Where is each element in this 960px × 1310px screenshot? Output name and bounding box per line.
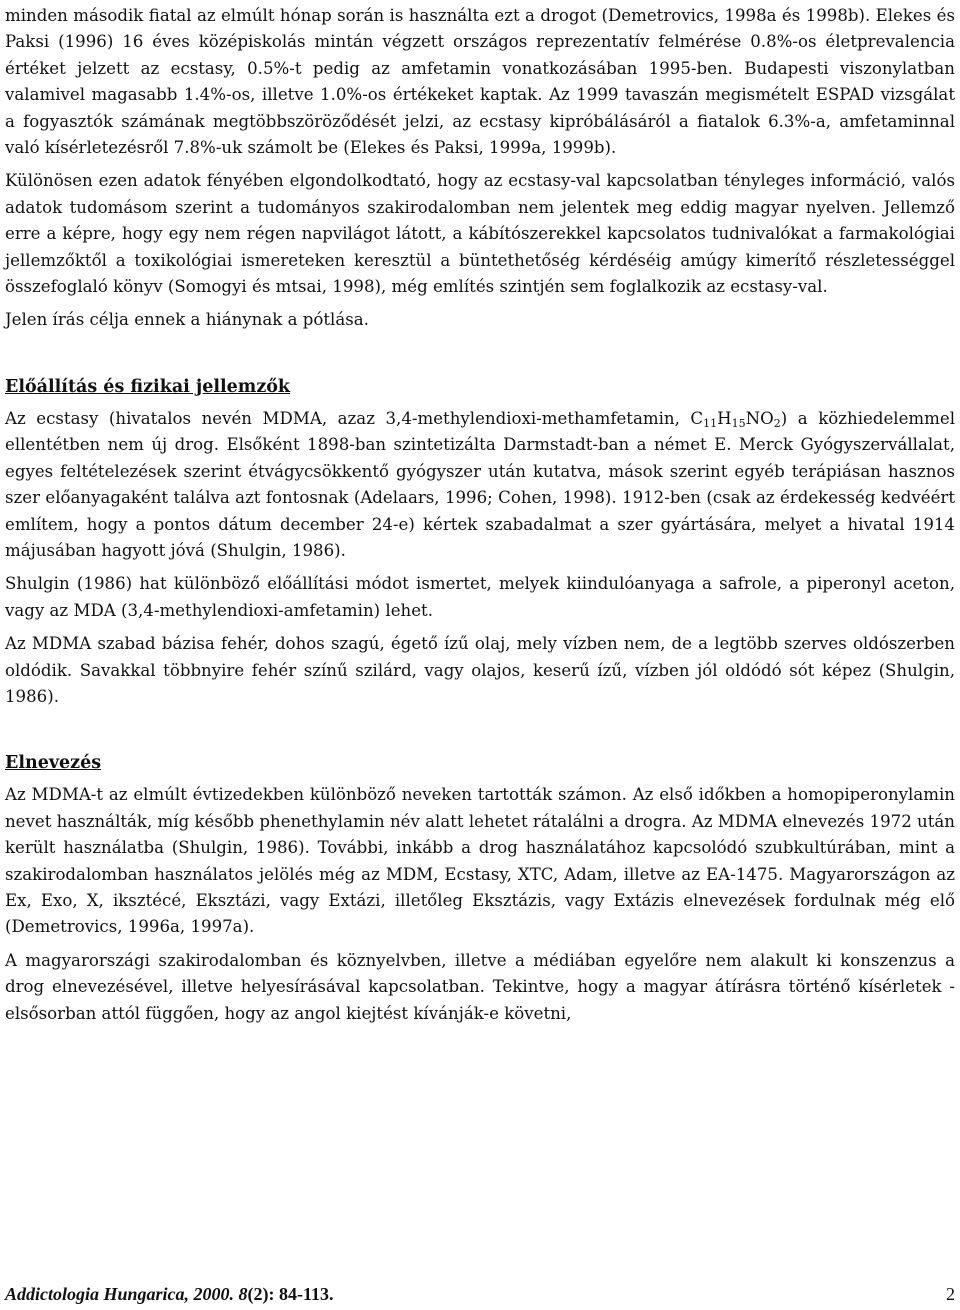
paragraph-naming-consensus: A magyarországi szakirodalomban és köznyelvben, illetve a médiában egyelőre nem alakult ki konszenzus a drog elnevezésével, illetve helyesírásával kapcsolatban. Tekintve, hogy a magyar átírásra történő kísérletek - elsősorban attól függően, hogy az angol kiejtést kívánják-e követni,: [5, 950, 955, 1023]
history-text-end: ) a közhiedelemmel ellentétben nem új drog. Elsőként 1898-ban szintetizálta Darmstadt-ban a német E. Merck Gyógyszervállalat, egyes feltételezések szerint étvágycsökkentő gyógyszer után kutatva, mások szerint egyéb terápiásan hasznos szer előanyagaként találva azt fontosnak (Adelaars, 1996; Cohen, 1998). 1912-ben (csak az érdekesség kedvéért említem, hogy a pontos dátum december 24-e) kértek szabadalmat a szer gyártására, melyet a hivatal 1914 májusában hagyott jóvá (Shulgin, 1986).: [5, 408, 955, 560]
history-text-start: Az ecstasy (hivatalos nevén MDMA, azaz 3,4-methylendioxi-methamfetamin,: [5, 408, 691, 428]
page-footer: [5, 1283, 955, 1305]
document-page: [5, 0, 955, 1027]
journal-issue-pages: (2): 84-113.: [247, 1284, 334, 1304]
heading-naming: Elnevezés: [5, 753, 102, 774]
heading-production-properties: Előállítás és fizikai jellemzők: [5, 376, 291, 397]
paragraph-names: Az MDMA-t az elmúlt évtizedekben különböző neveken tartották számon. Az első időkben a homopiperonylamin nevet használták, míg később phenethylamin név alatt lehetet rátalálni a drogra. Az MDMA elnevezés 1972 után került használatba (Shulgin, 1986). További, inkább a drog használatához kapcsolódó szubkultúrában, mint a szakirodalomban használatos jelölés még az MDM, Ecstasy, XTC, Adam, illetve az EA-1475. Magyarországon az Ex, Exo, X, iksztécé, Eksztázi, vagy Extázi, illetőleg Eksztázis, vagy Extázis elnevezések fordulnak még elő (Demetrovics, 1996a, 1997a).: [5, 785, 955, 937]
paragraph-synthesis-methods: Shulgin (1986) hat különböző előállítási módot ismertet, melyek kiindulóanyaga a safrole, a piperonyl aceton, vagy az MDA (3,4-methylendioxi-amfetamin) lehet.: [5, 574, 955, 620]
page-number: 2: [946, 1284, 955, 1304]
paragraph-purpose: Jelen írás célja ennek a hiánynak a pótlása.: [5, 310, 369, 330]
paragraph-prevalence: minden második fiatal az elmúlt hónap során is használta ezt a drogot (Demetrovics, 1998a és 1998b). Elekes és Paksi (1996) 16 éves középiskolás mintán végzett országos reprezentatív felmérése 0.8%-os életprevalencia értéket jelzett az ecstasy, 0.5%-t pedig az amfetamin vonatkozásában 1995-ben. Budapesti viszonylatban valamivel magasabb 1.4%-os, illetve 1.0%-os értékeket kaptak. Az 1999 tavaszán megismételt ESPAD vizsgálat a fogyasztók számának megtöbbszöröződését jelzi, az ecstasy kipróbálásáról a fiatalok 6.3%-a, amfetaminnal való kísérletezésről 7.8%-uk számolt be (Elekes és Paksi, 1999a, 1999b).: [5, 6, 955, 158]
paragraph-physical-properties: Az MDMA szabad bázisa fehér, dohos szagú, égető ízű olaj, mely vízben nem, de a legtöbb szerves oldószerben oldódik. Savakkal többnyire fehér színű szilárd, vagy olajos, keserű ízű, vízben jól oldódó sót képez (Shulgin, 1986).: [5, 634, 955, 706]
journal-citation: Addictologia Hungarica, 2000.: [5, 1284, 239, 1304]
chemical-formula: $C_{11}H_{15}NO_2$: [690, 408, 781, 430]
paragraph-lack-of-information: Különösen ezen adatok fényében elgondolkodtató, hogy az ecstasy-val kapcsolatban tényleges információ, valós adatok tudomásom szerint a tudományos szakirodalomban nem jelentek meg eddig magyar nyelven. Jellemző erre a képre, hogy egy nem régen napvilágot látott, a kábítószerekkel kapcsolatos tudnivalókat a farmakológiai jellemzőktől a toxikológiai ismereteken keresztül a büntethetőség kérdéséig amúgy kimerítő részletességgel összefoglaló könyv (Somogyi és mtsai, 1998), még említés szintjén sem foglalkozik az ecstasy-val.: [5, 171, 955, 297]
journal-volume: 8: [238, 1284, 248, 1304]
paragraph-mdma-history: [5, 406, 955, 564]
